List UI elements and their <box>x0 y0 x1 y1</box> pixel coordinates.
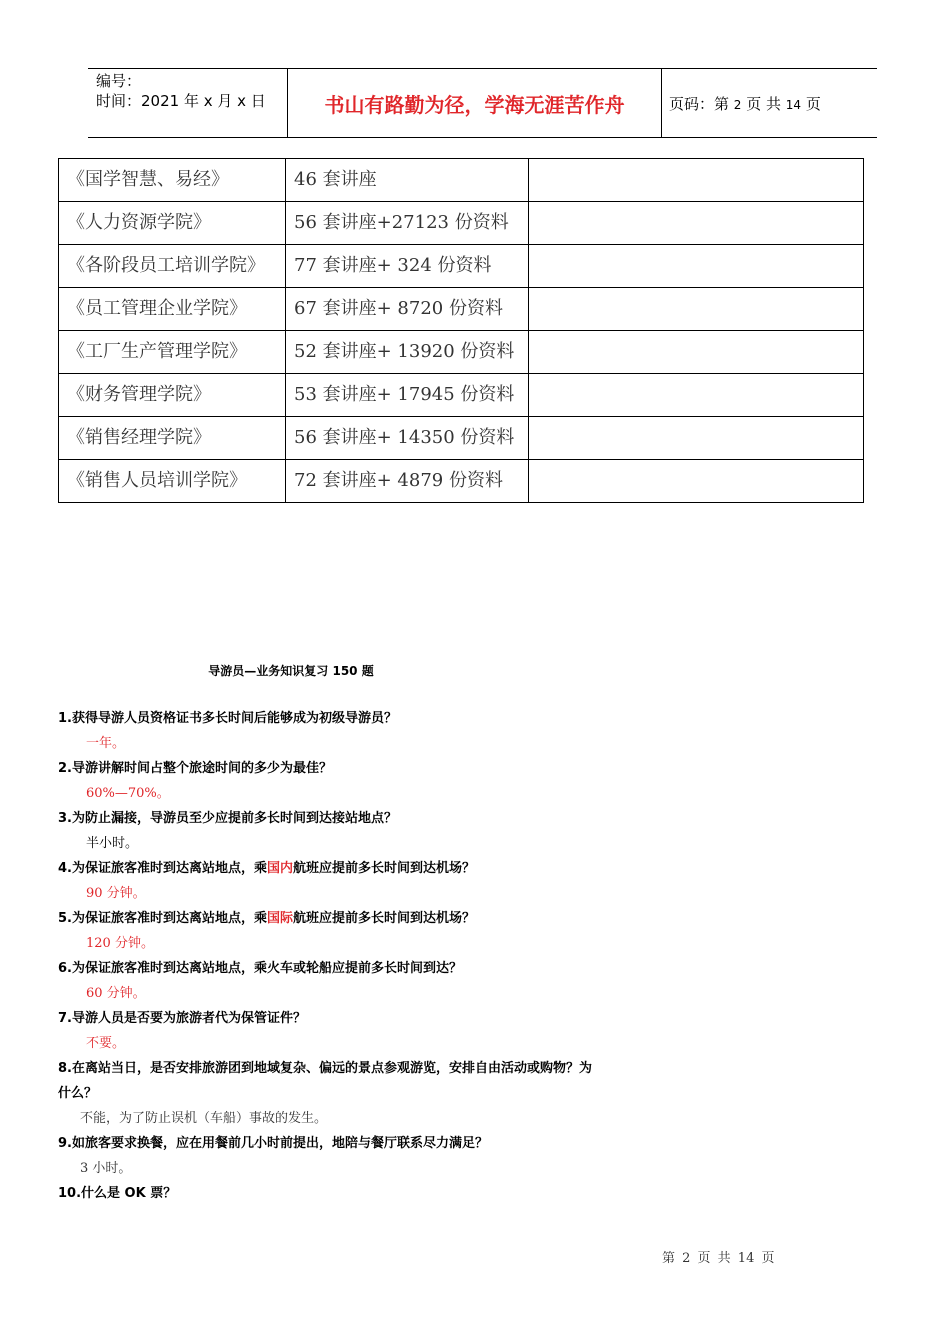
question: 8.在离站当日，是否安排旅游团到地域复杂、偏远的景点参观游览，安排自由活动或购物？为什么？ <box>58 1061 592 1101</box>
question <box>58 906 598 931</box>
page-indicator <box>669 93 821 114</box>
question: 7.导游人员是否要为旅游者代为保管证件？ <box>58 1011 306 1026</box>
page-header <box>88 68 877 138</box>
course-content: 72 套讲座+ 4879 份资料 <box>286 460 529 503</box>
page-mid: 页 共 <box>746 95 781 113</box>
course-content: 46 套讲座 <box>286 159 529 202</box>
question-text: 5.为保证旅客准时到达离站地点，乘 <box>58 911 267 926</box>
question: 3.为防止漏接，导游员至少应提前多长时间到达接站地点？ <box>58 811 397 826</box>
table-row <box>59 374 864 417</box>
course-name: 《财务管理学院》 <box>59 374 286 417</box>
answer: 60%—70%。 <box>86 786 170 801</box>
course-content: 53 套讲座+ 17945 份资料 <box>286 374 529 417</box>
question-text: 4.为保证旅客准时到达离站地点，乘 <box>58 861 267 876</box>
page-number: 2 <box>733 98 742 112</box>
table-row <box>59 460 864 503</box>
table-row <box>59 202 864 245</box>
course-note <box>529 374 864 417</box>
page-footer: 第 2 页 共 14 页 <box>662 1251 775 1266</box>
table-row <box>59 417 864 460</box>
question: 1.获得导游人员资格证书多长时间后能够成为初级导游员？ <box>58 711 397 726</box>
question-highlight: 国内 <box>266 861 293 876</box>
answer: 120 分钟。 <box>86 936 154 951</box>
question-text: 航班应提前多长时间到达机场？ <box>293 861 476 876</box>
course-name: 《工厂生产管理学院》 <box>59 331 286 374</box>
course-name: 《人力资源学院》 <box>59 202 286 245</box>
answer: 不要。 <box>86 1036 126 1051</box>
page-prefix: 页码：第 <box>669 95 730 113</box>
course-note <box>529 331 864 374</box>
course-name: 《员工管理企业学院》 <box>59 288 286 331</box>
header-motto-cell <box>287 69 662 137</box>
answer: 60 分钟。 <box>86 986 146 1001</box>
course-name: 《各阶段员工培训学院》 <box>59 245 286 288</box>
course-note <box>529 460 864 503</box>
course-name: 《销售人员培训学院》 <box>59 460 286 503</box>
page-total: 14 <box>785 98 802 112</box>
table-row <box>59 331 864 374</box>
question-highlight: 国际 <box>266 911 293 926</box>
motto: 书山有路勤为径，学海无涯苦作舟 <box>324 92 625 117</box>
question-text: 航班应提前多长时间到达机场？ <box>293 911 476 926</box>
page-suffix: 页 <box>805 95 821 113</box>
header-meta <box>96 71 266 111</box>
course-note <box>529 288 864 331</box>
answer: 90 分钟。 <box>86 886 146 901</box>
question: 9.如旅客要求换餐，应在用餐前几小时前提出，地陪与餐厅联系尽力满足？ <box>58 1136 488 1151</box>
course-content: 67 套讲座+ 8720 份资料 <box>286 288 529 331</box>
answer: 不能，为了防止误机（车船）事故的发生。 <box>80 1111 328 1126</box>
time-label: 时间：2021 年 x 月 x 日 <box>96 92 266 110</box>
table-row <box>59 159 864 202</box>
question: 2.导游讲解时间占整个旅途时间的多少为最佳？ <box>58 761 332 776</box>
course-note <box>529 245 864 288</box>
qa-title: 导游员—业务知识复习 150 题 <box>208 664 374 678</box>
course-content: 56 套讲座+27123 份资料 <box>286 202 529 245</box>
answer: 3 小时。 <box>80 1161 132 1176</box>
table-row <box>59 245 864 288</box>
qa-list <box>58 706 598 1206</box>
course-content: 77 套讲座+ 324 份资料 <box>286 245 529 288</box>
course-note <box>529 159 864 202</box>
course-table <box>58 158 864 503</box>
course-note <box>529 202 864 245</box>
course-name: 《销售经理学院》 <box>59 417 286 460</box>
course-content: 52 套讲座+ 13920 份资料 <box>286 331 529 374</box>
answer: 半小时。 <box>86 836 139 851</box>
table-row <box>59 288 864 331</box>
course-content: 56 套讲座+ 14350 份资料 <box>286 417 529 460</box>
question <box>58 856 598 881</box>
question: 10.什么是 OK 票？ <box>58 1186 177 1201</box>
course-name: 《国学智慧、易经》 <box>59 159 286 202</box>
serial-label: 编号： <box>96 72 142 90</box>
question: 6.为保证旅客准时到达离站地点，乘火车或轮船应提前多长时间到达？ <box>58 961 462 976</box>
course-note <box>529 417 864 460</box>
answer: 一年。 <box>86 736 126 751</box>
